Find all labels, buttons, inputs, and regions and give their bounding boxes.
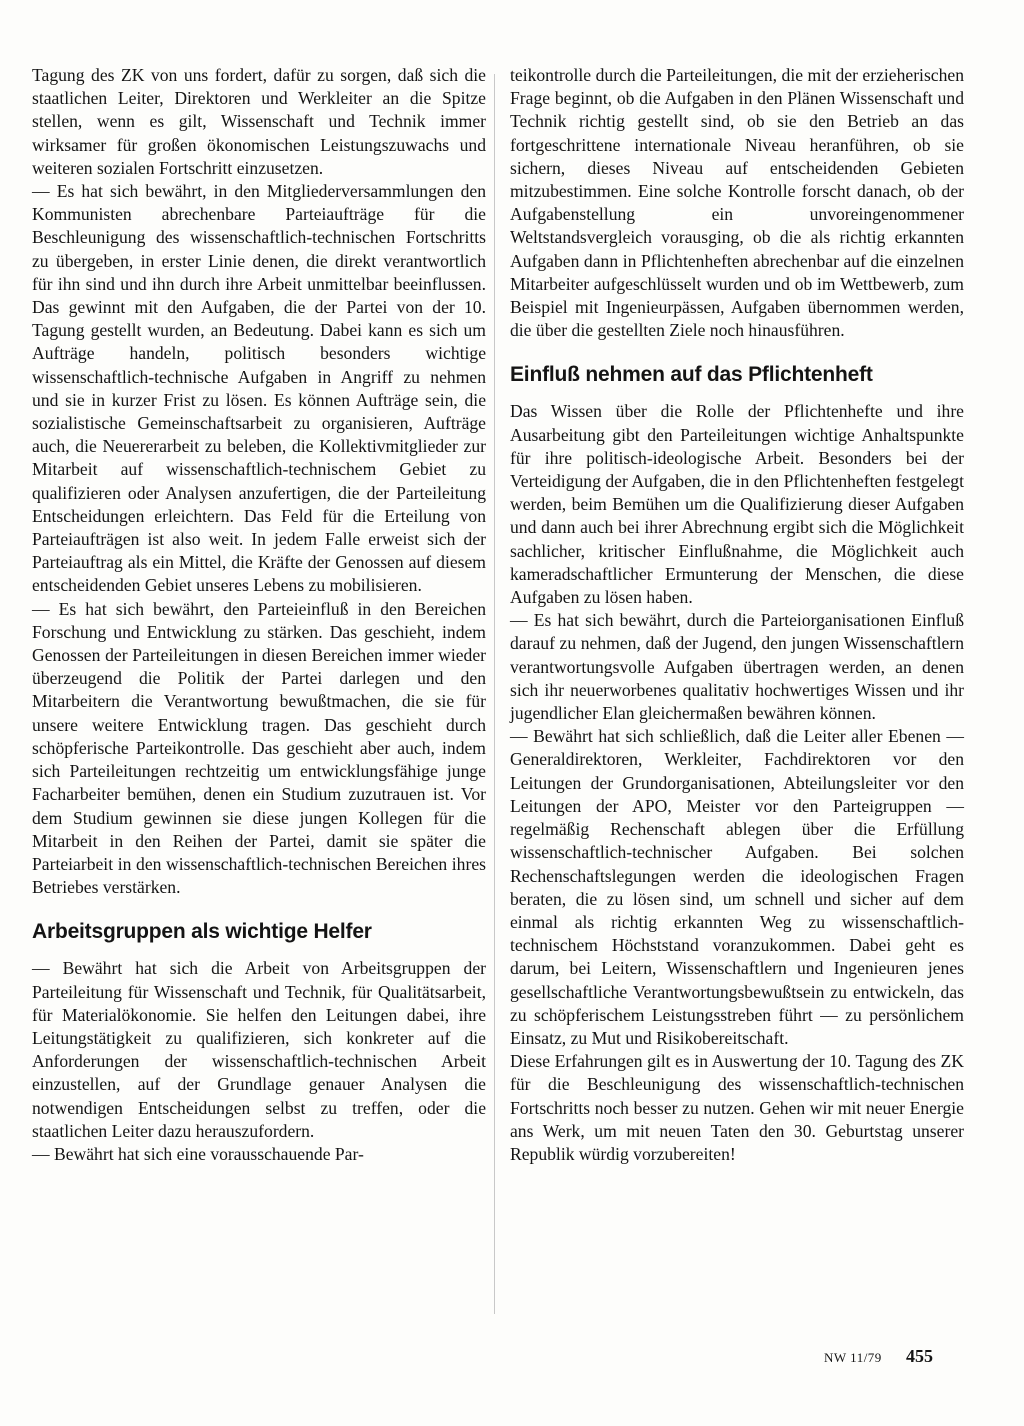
paragraph: — Es hat sich bewährt, durch die Parteiorganisationen Einfluß darauf zu nehmen, daß der Jugend, den jungen Wissenschaftlern verantwortungsvolle Aufgaben übertragen werden, an denen sich ihr neuerworbenes qualitativ hochwertiges Wissen und ihr jugendlicher Elan gleichermaßen bewähren können. bbox=[510, 610, 964, 724]
paragraph: Tagung des ZK von uns fordert, dafür zu sorgen, daß sich die staatlichen Leiter, Direktoren und Werkleiter an die Spitze stellen, wenn es gilt, Wissenschaft und Technik immer wirksamer für großen ökonomischen Leistungszuwachs und weiteren sozialen Fortschritt einzusetzen. bbox=[32, 65, 486, 178]
page-number: 455 bbox=[906, 1346, 933, 1366]
column-divider bbox=[494, 74, 495, 1314]
paragraph: Diese Erfahrungen gilt es in Auswertung der 10. Tagung des ZK für die Beschleunigung des wissenschaftlich-technischen Fortschritts noch besser zu nutzen. Gehen wir mit neuer Energie ans Werk, um mit neuen Taten den 30. Geburtstag unserer Republik würdig vorzubereiten! bbox=[510, 1051, 964, 1164]
paragraph: — Bewährt hat sich eine vorausschauende Par- bbox=[32, 1143, 364, 1164]
section-heading: Einfluß nehmen auf das Pflichtenheft bbox=[510, 363, 873, 387]
section-heading: Arbeitsgruppen als wichtige Helfer bbox=[32, 920, 372, 944]
paragraph: — Bewährt hat sich die Arbeit von Arbeitsgruppen der Parteileitung für Wissenschaft und Technik, für Qualitätsarbeit, für Materialökonomie. Sie helfen den Leitungen dabei, ihre Leitungstätigkeit zu qualifizieren, sich konkreter auf die Anforderungen der wissenschaftlich-technischen Arbeit einzustellen, auf der Grundlage genauer Analysen die notwendigen Entscheidungen selbst zu treffen, oder die staatlichen Leiter dazu herauszufordern. bbox=[32, 958, 486, 1141]
paragraph: — Es hat sich bewährt, den Parteieinfluß in den Bereichen Forschung und Entwicklung zu stärken. Das geschieht, indem Genossen der Parteileitungen in diesen Bereichen immer wieder überzeugend die Politik der Partei darlegen und den Mitarbeitern die Verantwortung bewußtmachen, die sie für unsere weitere Entwicklung tragen. Das geschieht durch schöpferische Parteikontrolle. Das geschieht aber auch, indem sich Parteileitungen rechtzeitig um entwicklungsfähige junge Facharbeiter bemühen, denen ein Studium zuzutrauen ist. Vor dem Studium gewinnen sie diese jungen Kollegen für die Mitarbeit in den Reihen der Partei, damit sie später die Parteiarbeit in den wissenschaftlich-technischen Bereichen ihres Betriebes verstärken. bbox=[32, 598, 486, 898]
right-column bbox=[510, 64, 964, 1166]
left-column bbox=[32, 64, 486, 1166]
paragraph: teikontrolle durch die Parteileitungen, die mit der erzieherischen Frage beginnt, ob die Aufgaben in den Plänen Wissenschaft und Technik richtig gestellt sind, ob sie den Betrieb an das fortgeschrittene internationale Niveau heranführen, ob sie sichern, dieses Niveau auf entscheidenden Gebieten mitzubestimmen. Eine solche Kontrolle forscht danach, ob der Aufgabenstellung ein unvoreingenommener Weltstandsvergleich vorausging, ob die als richtig erkannten Aufgaben dann in Pflichtenheften abrechenbar auf die einzelnen Mitarbeiter aufgeschlüsselt wurden und ob im Wettbewerb, zum Beispiel mit Ingenieurpässen, Aufgaben übernommen werden, die über die gestellten Ziele noch hinausführen. bbox=[510, 65, 964, 341]
paragraph: Das Wissen über die Rolle der Pflichtenhefte und ihre Ausarbeitung gibt den Parteileitungen wichtige Anhaltspunkte für ihre politisch-ideologische Arbeit. Besonders bei der Verteidigung der Aufgaben, die in den Pflichtenheften festgelegt werden, beim Bemühen um die Qualifizierung dieser Aufgaben und dann auch bei ihrer Abrechnung ergibt sich die Möglichkeit sachlicher, kritischer Einflußnahme, die Möglichkeit auch kameradschaftlicher Ermunterung der Menschen, die diese Aufgaben zu lösen haben. bbox=[510, 401, 964, 608]
issue-reference: NW 11/79 bbox=[824, 1350, 882, 1365]
paragraph: — Bewährt hat sich schließlich, daß die Leiter aller Ebenen — Generaldirektoren, Werkleiter, Fachdirektoren vor den Leitungen der Grundorganisationen, Abteilungsleiter vor den Leitungen der APO, Meister vor den Parteigruppen — regelmäßig Rechenschaft ablegen über die Erfüllung wissenschaftlich-technischer Aufgaben. Bei solchen Rechenschaftslegungen werden die ideologischen Fragen beraten, die zu lösen sind, um schnell und sicher auf dem einmal als richtig erkannten Weg zu wissenschaftlich-technischem Höchststand voranzukommen. Dabei geht es darum, bei Leitern, Wissenschaftlern und Ingenieuren jenes gesellschaftliche Verantwortungsbewußtsein zu entwickeln, das zu schöpferischem Leistungsstreben führt — zu persönlichem Einsatz, zu Mut und Risikobereitschaft. bbox=[510, 726, 964, 1048]
paragraph: — Es hat sich bewährt, in den Mitgliederversammlungen den Kommunisten abrechenbare Parteiaufträge für die Beschleunigung des wissenschaftlich-technischen Fortschritts zu übergeben, in erster Linie denen, die direkt verantwortlich für ihn sind und ihn durch ihre Arbeit unmittelbar beeinflussen. Das gewinnt mit den Aufgaben, die der Partei von der 10. Tagung gestellt wurden, an Bedeutung. Dabei kann es sich um Aufträge handeln, politisch besonders wichtige wissenschaftlich-technische Aufgaben in Angriff zu nehmen und sie in kurzer Frist zu lösen. Es können Aufträge sein, die sozialistische Gemeinschaftsarbeit zu organisieren, Aufträge auch, die Neuererarbeit zu beleben, die Kollektivmitglieder zur Mitarbeit auf wissenschaftlich-technischem Gebiet zu qualifizieren oder Analysen anzufertigen, die der Parteileitung Entscheidungen erleichtern. Das Feld für die Erteilung von Parteiaufträgen ist also weit. In jedem Falle erweist sich der Parteiauftrag als ein Mittel, die Kräfte der Genossen auf diesem entscheidenden Gebiet unseres Lebens zu mobilisieren. bbox=[32, 181, 486, 596]
